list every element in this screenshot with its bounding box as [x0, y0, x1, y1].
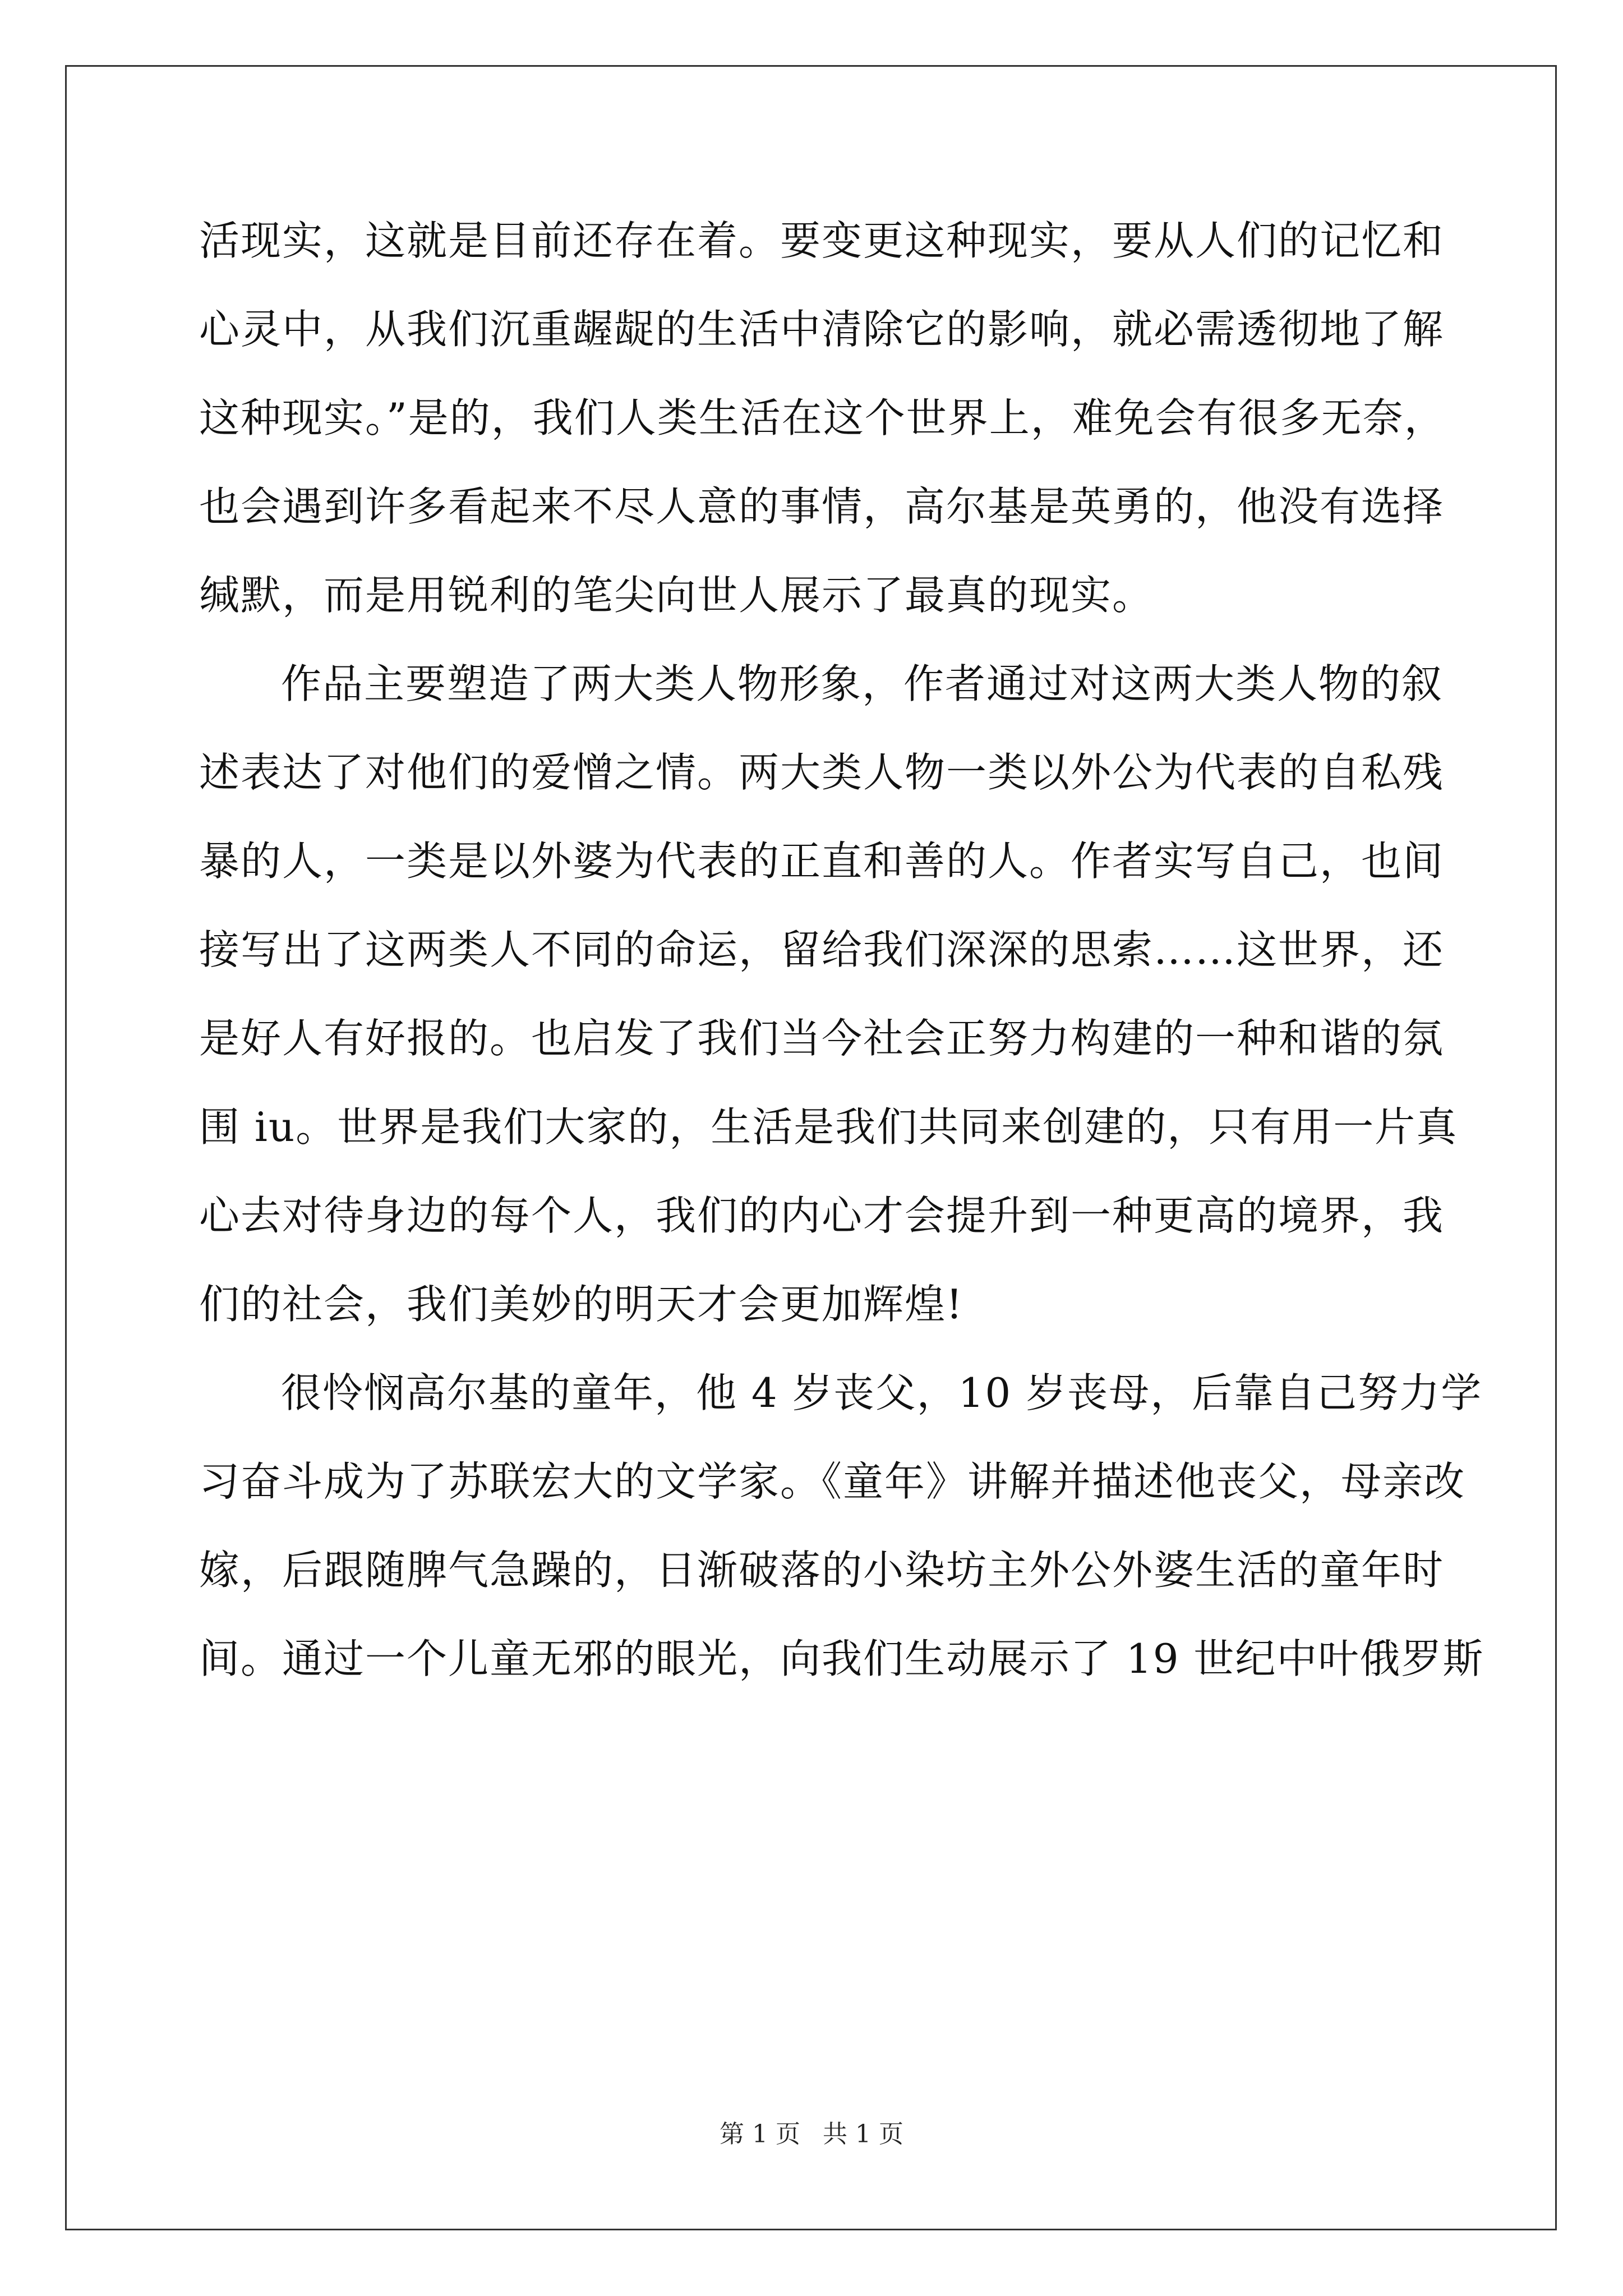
paragraph-line: 心灵中，从我们沉重龌龊的生活中清除它的影响，就必需透彻地了解: [199, 306, 1445, 353]
paragraph-line: 很怜悯高尔基的童年，他 4 岁丧父，10 岁丧母，后靠自己努力学: [281, 1369, 1483, 1416]
paragraph-line: 述表达了对他们的爱憎之情。两大类人物一类以外公为代表的自私残: [199, 749, 1445, 796]
paragraph-line: 间。通过一个儿童无邪的眼光，向我们生动展示了 19 世纪中叶俄罗斯: [199, 1635, 1484, 1682]
paragraph-line: 暴的人，一类是以外婆为代表的正直和善的人。作者实写自己，也间: [199, 838, 1445, 885]
page-footer: [0, 2118, 1623, 2151]
paragraph-line: 是好人有好报的。也启发了我们当今社会正努力构建的一种和谐的氛: [199, 1015, 1445, 1062]
paragraph-line: 嫁，后跟随脾气急躁的，日渐破落的小染坊主外公外婆生活的童年时: [199, 1547, 1445, 1594]
paragraph-line: 围 iu。世界是我们大家的，生活是我们共同来创建的，只有用一片真: [199, 1103, 1458, 1151]
paragraph-line: 活现实，这就是目前还存在着。要变更这种现实，要从人们的记忆和: [199, 217, 1445, 264]
page-number: 第 1 页: [720, 2120, 800, 2148]
paragraph-line: 习奋斗成为了苏联宏大的文学家。《童年》讲解并描述他丧父，母亲改: [199, 1458, 1466, 1505]
paragraph-line: 这种现实。”是的，我们人类生活在这个世界上，难免会有很多无奈，: [199, 394, 1446, 441]
paragraph-line: 也会遇到许多看起来不尽人意的事情，高尔基是英勇的，他没有选择: [199, 483, 1445, 530]
paragraph-line: 心去对待身边的每个人，我们的内心才会提升到一种更高的境界，我: [199, 1192, 1445, 1239]
paragraph-line: 接写出了这两类人不同的命运，留给我们深深的思索……这世界，还: [199, 926, 1445, 973]
paragraph-line: 作品主要塑造了两大类人物形象，作者通过对这两大类人物的叙: [281, 660, 1444, 707]
document-body: [199, 208, 1484, 1714]
page-total: 共 1 页: [823, 2120, 903, 2148]
paragraph-line: 缄默，而是用锐利的笔尖向世人展示了最真的现实。: [199, 572, 1154, 619]
paragraph-line: 们的社会，我们美妙的明天才会更加辉煌!: [199, 1281, 963, 1328]
